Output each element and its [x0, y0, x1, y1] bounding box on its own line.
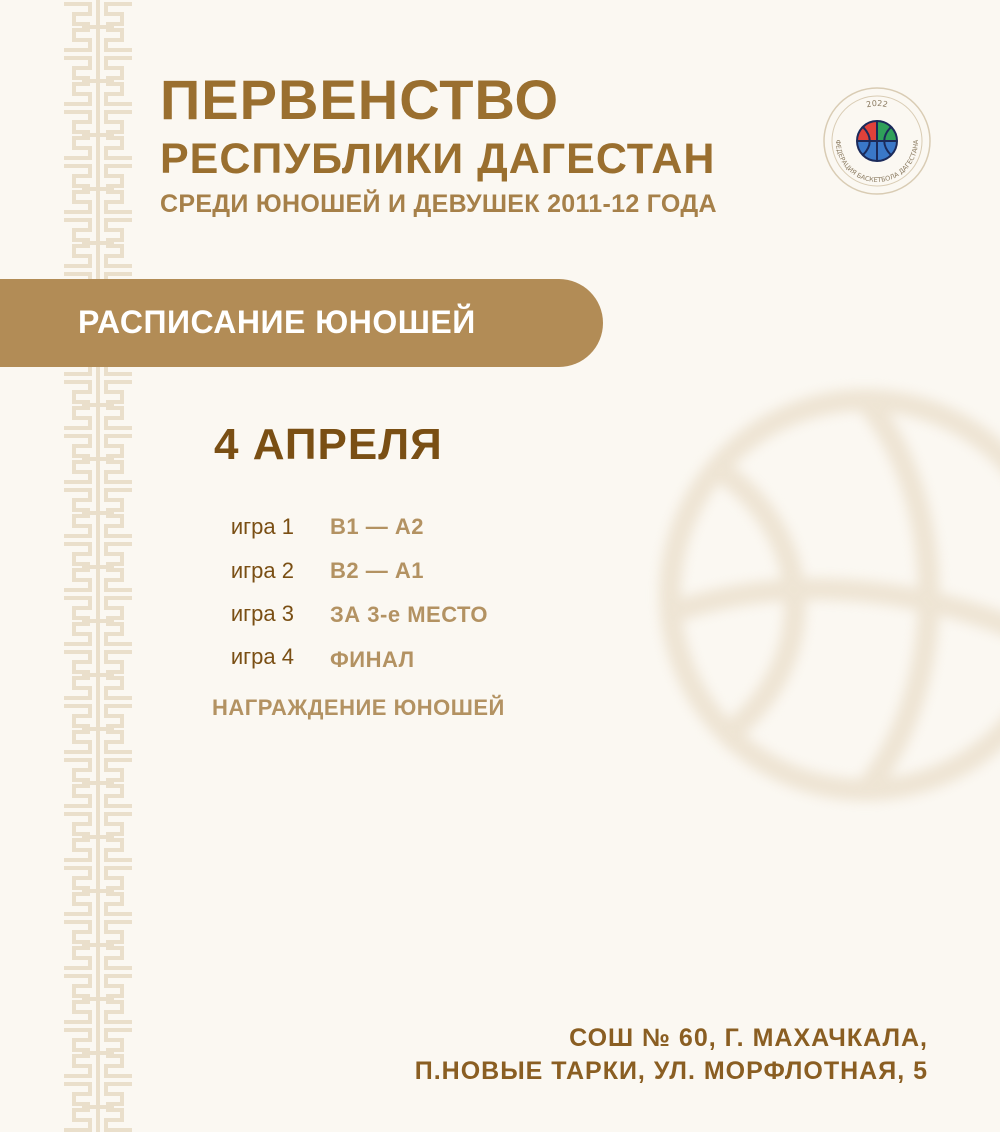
game-label: игра 3	[230, 601, 294, 626]
logo-year: 2022	[865, 98, 889, 110]
basketball-watermark-icon	[650, 380, 1000, 810]
schedule-banner	[0, 279, 603, 367]
award-ceremony: НАГРАЖДЕНИЕ ЮНОШЕЙ	[212, 695, 505, 720]
game-value: ФИНАЛ	[330, 647, 415, 672]
federation-logo-icon	[822, 86, 932, 196]
page-subtitle: СРЕДИ ЮНОШЕЙ И ДЕВУШЕК 2011-12 ГОДА	[160, 190, 717, 218]
page-title: ПЕРВЕНСТВО	[160, 68, 560, 131]
game-value: ЗА 3-е МЕСТО	[330, 602, 489, 627]
banner-label: РАСПИСАНИЕ ЮНОШЕЙ	[78, 304, 476, 340]
logo-ring-text: ФЕДЕРАЦИЯ БАСКЕТБОЛА ДАГЕСТАНА	[833, 139, 921, 185]
game-label: игра 1	[230, 514, 294, 539]
game-value: В1 — А2	[330, 514, 424, 539]
game-label: игра 4	[230, 644, 294, 669]
game-label: игра 2	[230, 558, 294, 583]
venue-address-line2: П.НОВЫЕ ТАРКИ, УЛ. МОРФЛОТНАЯ, 5	[414, 1057, 928, 1085]
ornament-strip	[60, 0, 136, 1132]
page-title-line2: РЕСПУБЛИКИ ДАГЕСТАН	[160, 135, 716, 183]
schedule-date: 4 АПРЕЛЯ	[214, 420, 443, 469]
venue-address-line1: СОШ № 60, Г. МАХАЧКАЛА,	[569, 1024, 928, 1052]
game-value: В2 — А1	[330, 558, 424, 583]
